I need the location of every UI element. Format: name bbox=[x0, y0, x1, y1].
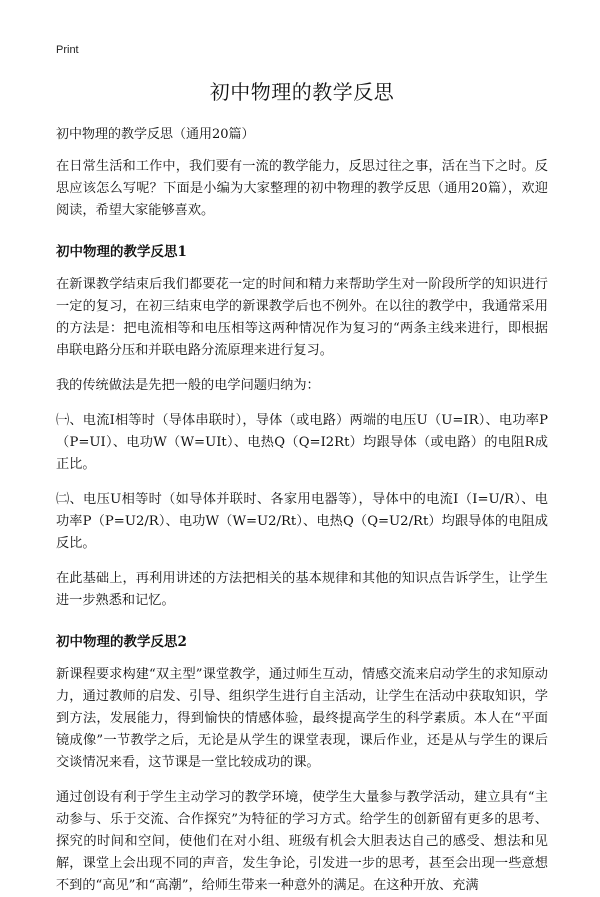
section-1-paragraph: 在此基础上，再利用讲述的方法把相关的基本规律和其他的知识点告诉学生，让学生进一步熟悉和记忆。 bbox=[56, 571, 548, 608]
section-2-paragraph: 新课程要求构建“双主型”课堂教学，通过师生互动，情感交流来启动学生的求知原动力，通过教师的启发、引导、组织学生进行自主活动，让学生在活动中获取知识，学到方法，发展能力，得到愉快的情感体验，最终提高学生的科学素质。本人在“平面镜成像”一节教学之后，无论是从学生的课堂表现，课后作业，还是从与学生的课后交谈情况来看，这节课是一堂比较成功的课。 bbox=[56, 667, 548, 770]
section-1-paragraph: ㈠、电流I相等时（导体串联时），导体（或电路）两端的电压U（U=IR）、电功率P（P=UI）、电功W（W=UIt）、电热Q（Q=I2Rt）均跟导体（或电路）的电阻R成正比。 bbox=[56, 413, 548, 472]
section-2-paragraph: 通过创设有利于学生主动学习的教学环境，使学生大量参与教学活动，建立具有“主动参与、乐于交流、合作探究”为特征的学习方式。给学生的创新留有更多的思考、探究的时间和空间，使他们在对小组、班级有机会大胆表达自己的感受、想法和见解，课堂上会出现不同的声音，发生争论，引发进一步的思考，甚至会出现一些意想不到的“高见”和“高潮”，给师生带来一种意外的满足。在这种开放、充满 bbox=[56, 790, 548, 893]
section-1-paragraph: ㈡、电压U相等时（如导体并联时、各家用电器等），导体中的电流I（I=U/R）、电功率P（P=U2/R）、电功W（W=U2/Rt）、电热Q（Q=U2/Rt）均跟导体的电阻成反比。 bbox=[56, 492, 548, 551]
section-1-paragraph: 在新课教学结束后我们都要花一定的时间和精力来帮助学生对一阶段所学的知识进行一定的复习，在初三结束电学的新课教学后也不例外。在以往的教学中，我通常采用的方法是：把电流相等和电压相等这两种情况作为复习的“两条主线来进行，即根据串联电路分压和并联电路分流原理来进行复习。 bbox=[56, 277, 548, 358]
intro-paragraph: 在日常生活和工作中，我们要有一流的教学能力，反思过往之事，活在当下之时。反思应该怎么写呢？下面是小编为大家整理的初中物理的教学反思（通用20篇），欢迎阅读，希望大家能够喜欢。 bbox=[56, 159, 548, 218]
section-1-paragraph: 我的传统做法是先把一般的电学问题归纳为： bbox=[56, 378, 320, 393]
print-link[interactable]: Print bbox=[56, 44, 79, 56]
section-heading-1: 初中物理的教学反思1 bbox=[56, 244, 187, 260]
section-heading-2: 初中物理的教学反思2 bbox=[56, 634, 187, 650]
document-title: 初中物理的教学反思 bbox=[209, 80, 395, 104]
document-subtitle: 初中物理的教学反思（通用20篇） bbox=[56, 127, 255, 142]
